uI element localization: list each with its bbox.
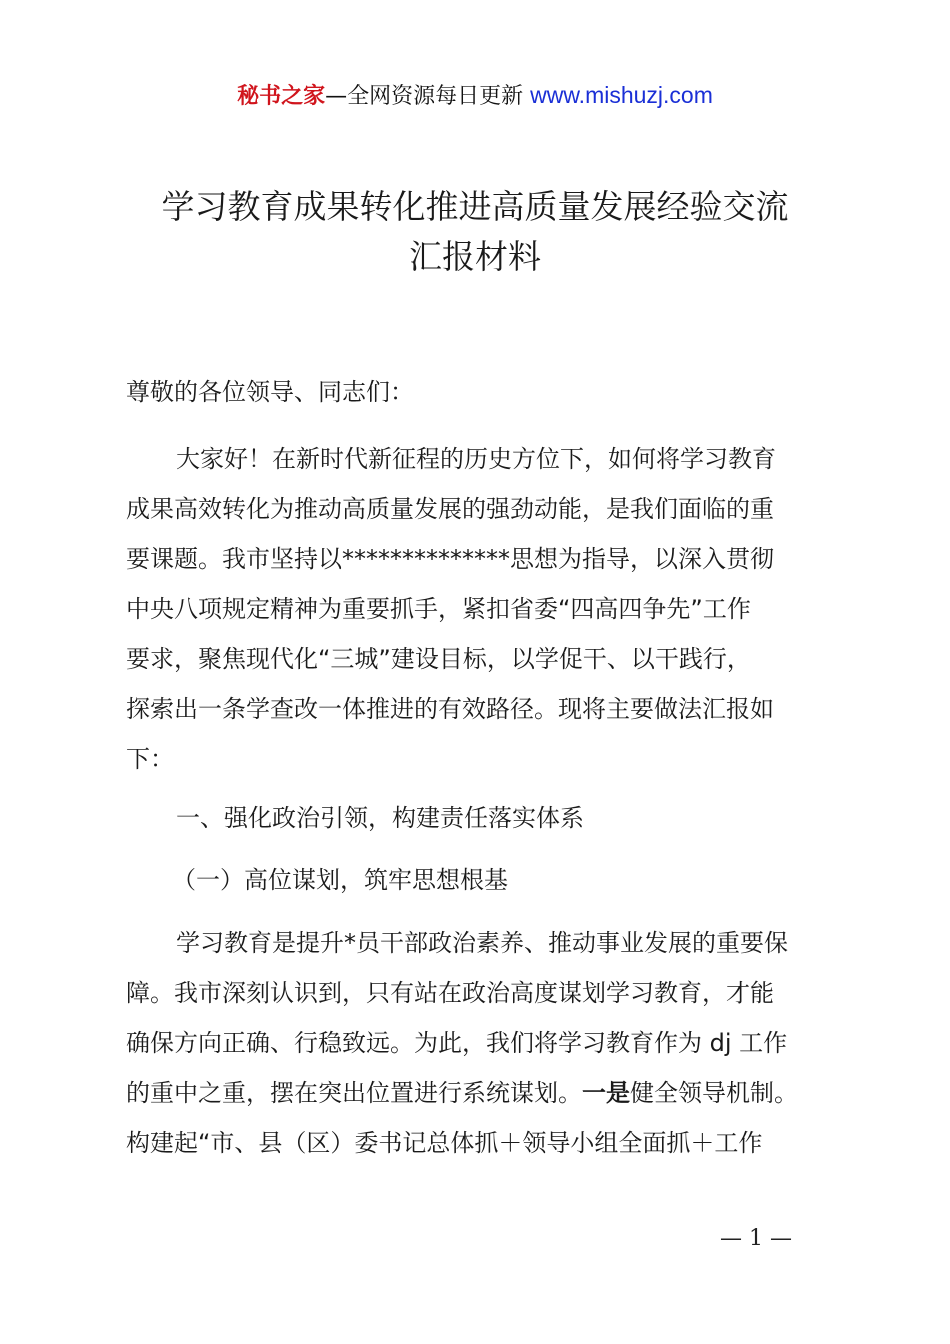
intro-paragraph (126, 434, 838, 784)
paragraph-line: 学习教育是提升*员干部政治素养、推动事业发展的重要保 (176, 929, 788, 957)
line-text: 的重中之重，摆在突出位置进行系统谋划。 (126, 1079, 582, 1107)
paragraph-line: 构建起“市、县（区）委书记总体抓＋领导小组全面抓＋工作 (126, 1129, 763, 1157)
site-url-link[interactable]: www.mishuzj.com (530, 82, 713, 108)
header-tagline: —全网资源每日更新 (325, 84, 524, 109)
paragraph-line: 确保方向正确、行稳致远。为此，我们将学习教育作为 dj 工作 (126, 1029, 788, 1057)
emphasis-text: 一是 (582, 1079, 630, 1107)
brand-name: 秘书之家 (237, 84, 326, 109)
line-text: 健全领导机制。 (630, 1079, 798, 1107)
paragraph-line: 障。我市深刻认识到，只有站在政治高度谋划学习教育，才能 (126, 979, 774, 1007)
title-line-2: 汇报材料 (409, 237, 541, 276)
paragraph-line: 要求，聚焦现代化“三城”建设目标，以学促干、以干践行， (126, 645, 751, 673)
paragraph-line: 成果高效转化为推动高质量发展的强劲动能，是我们面临的重 (126, 495, 774, 523)
document-title (0, 182, 950, 282)
paragraph-line: 下： (126, 745, 174, 773)
paragraph-line: 探索出一条学查改一体推进的有效路径。现将主要做法汇报如 (126, 695, 774, 723)
paragraph-line: 要课题。我市坚持以**************思想为指导，以深入贯彻 (126, 545, 774, 573)
paragraph-line (126, 1068, 838, 1118)
site-header (0, 80, 950, 112)
salutation: 尊敬的各位领导、同志们： (126, 378, 414, 406)
title-line-1: 学习教育成果转化推进高质量发展经验交流 (161, 187, 789, 226)
page-number: — 1 — (720, 1226, 792, 1251)
paragraph-line: 大家好！在新时代新征程的历史方位下，如何将学习教育 (176, 445, 776, 473)
subsection-heading: （一）高位谋划，筑牢思想根基 (172, 866, 508, 894)
paragraph-line: 中央八项规定精神为重要抓手，紧扣省委“四高四争先”工作 (126, 595, 751, 623)
body-paragraph (126, 918, 838, 1168)
section-heading: 一、强化政治引领，构建责任落实体系 (176, 804, 584, 832)
